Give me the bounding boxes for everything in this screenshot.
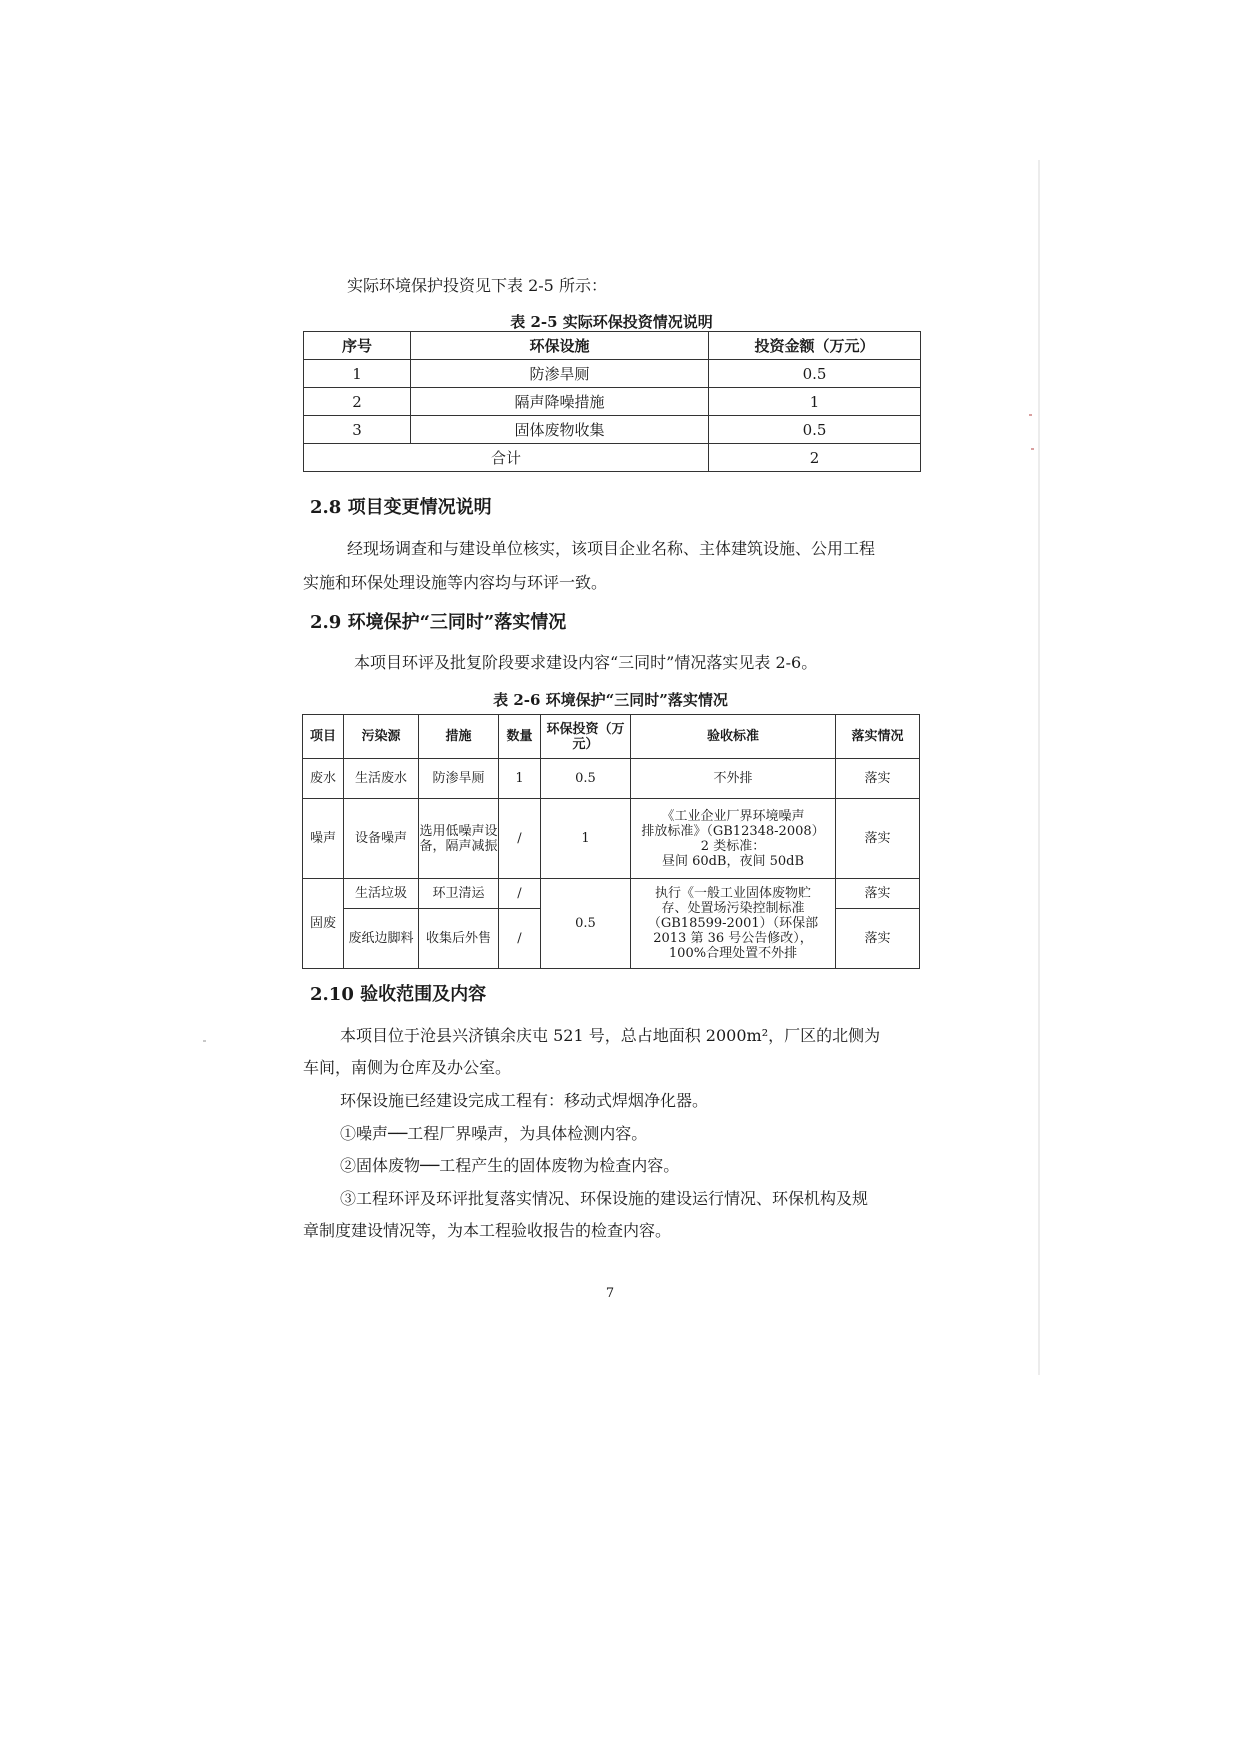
section-2-8-title: 2.8 项目变更情况说明	[310, 497, 492, 518]
cell-qty: /	[499, 879, 541, 909]
cell-amount: 0.5	[709, 416, 921, 444]
header-facility: 环保设施	[411, 332, 709, 360]
section-2-8-line2: 实施和环保处理设施等内容均与环评一致。	[303, 573, 608, 592]
section-2-10-p5-line1: ③工程环评及环评批复落实情况、环保设施的建设运行情况、环保机构及规	[340, 1189, 869, 1208]
table-total-row	[304, 444, 921, 472]
cell-measure: 选用低噪声设备，隔声减振	[419, 799, 499, 879]
header-item: 项目	[303, 715, 344, 759]
total-value: 2	[709, 444, 921, 472]
cell-qty: 1	[499, 759, 541, 799]
table-row	[304, 416, 921, 444]
cell-source: 生活垃圾	[344, 879, 419, 909]
cell-invest: 0.5	[541, 759, 631, 799]
table-header-row	[304, 332, 921, 360]
cell-status: 落实	[836, 759, 920, 799]
intro-2-5-text: 实际环境保护投资见下表 2-5 所示：	[347, 276, 607, 295]
section-2-10-p1-line2: 车间，南侧为仓库及办公室。	[303, 1058, 512, 1077]
cell-measure: 环卫清运	[419, 879, 499, 909]
header-invest: 环保投资（万元）	[541, 715, 631, 759]
standard-line: 执行《一般工业固体废物贮	[654, 886, 811, 901]
table-2-6-caption: 表 2-6 环境保护“三同时”落实情况	[493, 691, 728, 709]
cell-no: 3	[304, 416, 411, 444]
header-standard: 验收标准	[631, 715, 836, 759]
cell-no: 2	[304, 388, 411, 416]
cell-source: 生活废水	[344, 759, 419, 799]
table-2-5	[303, 331, 921, 472]
standard-line: （GB18599-2001）（环保部	[647, 916, 819, 931]
scan-speck	[1029, 414, 1032, 416]
cell-amount: 1	[709, 388, 921, 416]
standard-line: 100%合理处置不外排	[668, 946, 798, 961]
cell-status: 落实	[836, 799, 920, 879]
section-2-10-p3: ①噪声──工程厂界噪声，为具体检测内容。	[340, 1124, 648, 1143]
cell-item: 废水	[303, 759, 344, 799]
cell-status: 落实	[836, 909, 920, 969]
standard-line: 2 类标准：	[700, 838, 766, 854]
cell-invest: 1	[541, 799, 631, 879]
cell-standard	[631, 879, 836, 969]
cell-invest: 0.5	[541, 879, 631, 969]
cell-facility: 固体废物收集	[411, 416, 709, 444]
scan-speck	[1031, 448, 1034, 450]
table-2-5-caption: 表 2-5 实际环保投资情况说明	[510, 313, 713, 331]
table-2-6	[302, 714, 920, 969]
section-2-9-line1: 本项目环评及批复阶段要求建设内容“三同时”情况落实见表 2-6。	[354, 653, 818, 672]
table-row-noise	[303, 799, 920, 879]
cell-measure: 防渗旱厕	[419, 759, 499, 799]
cell-source: 废纸边脚料	[344, 909, 419, 969]
standard-line: 2013 第 36 号公告修改），	[653, 931, 813, 946]
cell-facility: 隔声降噪措施	[411, 388, 709, 416]
total-label: 合计	[304, 444, 709, 472]
cell-facility: 防渗旱厕	[411, 360, 709, 388]
section-2-10-p2: 环保设施已经建设完成工程有：移动式焊烟净化器。	[340, 1091, 709, 1110]
section-2-10-p4: ②固体废物──工程产生的固体废物为检查内容。	[340, 1156, 680, 1175]
section-2-10-p1-line1: 本项目位于沧县兴济镇余庆屯 521 号，总占地面积 2000m²，厂区的北侧为	[340, 1026, 881, 1045]
table-row-wastewater	[303, 759, 920, 799]
standard-line: 排放标准》（GB12348-2008）	[641, 823, 825, 839]
cell-source: 设备噪声	[344, 799, 419, 879]
header-amount: 投资金额（万元）	[709, 332, 921, 360]
cell-measure: 收集后外售	[419, 909, 499, 969]
cell-qty: /	[499, 909, 541, 969]
header-qty: 数量	[499, 715, 541, 759]
table-header-row	[303, 715, 920, 759]
scan-speck	[203, 1040, 206, 1042]
cell-item: 噪声	[303, 799, 344, 879]
cell-standard	[631, 799, 836, 879]
header-source: 污染源	[344, 715, 419, 759]
section-2-10-p5-line2: 章制度建设情况等，为本工程验收报告的检查内容。	[303, 1221, 672, 1240]
cell-status: 落实	[836, 879, 920, 909]
header-status: 落实情况	[836, 715, 920, 759]
section-2-9-title: 2.9 环境保护“三同时”落实情况	[310, 612, 567, 633]
header-measure: 措施	[419, 715, 499, 759]
cell-amount: 0.5	[709, 360, 921, 388]
page-number: 7	[605, 1286, 615, 1301]
standard-line: 《工业企业厂界环境噪声	[661, 808, 805, 824]
section-2-8-line1: 经现场调查和与建设单位核实，该项目企业名称、主体建筑设施、公用工程	[347, 539, 876, 558]
cell-standard: 不外排	[631, 759, 836, 799]
scan-edge-line	[1038, 160, 1040, 1375]
cell-item: 固废	[303, 879, 344, 969]
cell-qty: /	[499, 799, 541, 879]
cell-no: 1	[304, 360, 411, 388]
standard-line: 存、处置场污染控制标准	[661, 901, 805, 916]
table-row-solid-1	[303, 879, 920, 909]
header-no: 序号	[304, 332, 411, 360]
table-row	[304, 388, 921, 416]
standard-line: 昼间 60dB，夜间 50dB	[661, 853, 805, 869]
section-2-10-title: 2.10 验收范围及内容	[310, 984, 487, 1005]
table-row	[304, 360, 921, 388]
